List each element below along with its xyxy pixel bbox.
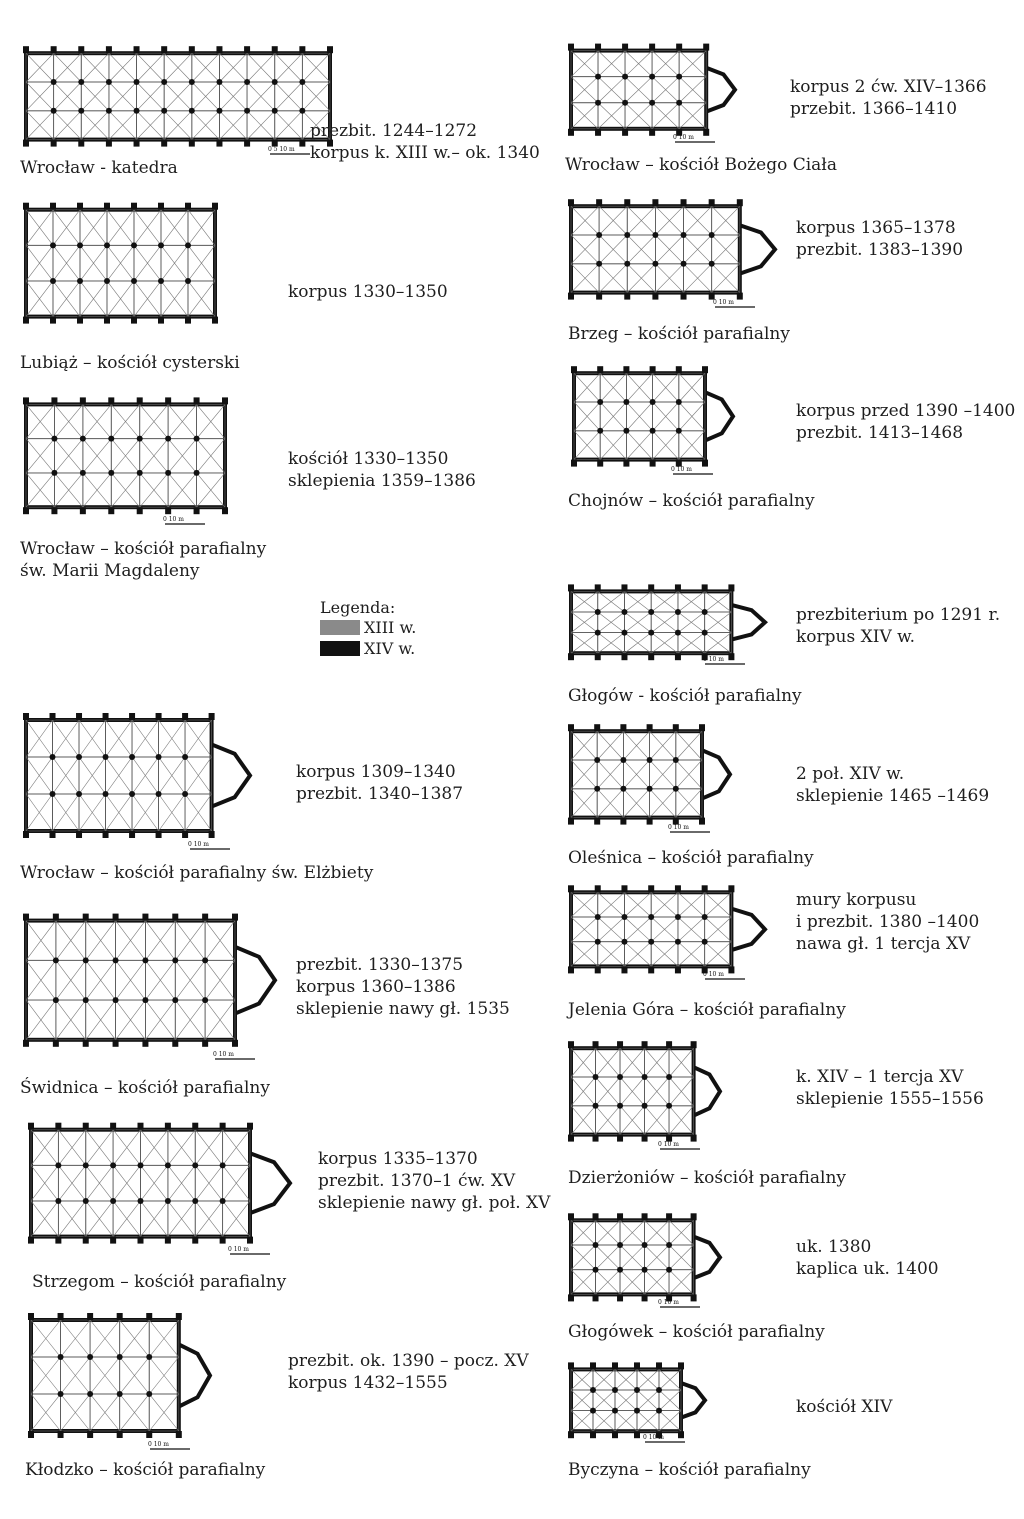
note-line: prezbit. 1330–1375 <box>296 955 464 975</box>
plan-chojnow <box>568 360 743 480</box>
floor-plan-drawing <box>20 705 260 855</box>
note-line: kościół XIV <box>796 1397 893 1417</box>
note-line: korpus przed 1390 –1400 <box>796 401 1016 421</box>
legend-label-xiv: XIV w. <box>364 639 416 658</box>
notes-wroclaw-elzbiety <box>296 761 463 805</box>
caption-chojnow: Chojnów – kościół parafialny <box>568 491 815 511</box>
caption-olesnica: Oleśnica – kościół parafialny <box>568 848 814 868</box>
notes-glogowek <box>796 1236 939 1280</box>
floor-plan-drawing <box>25 1115 300 1260</box>
notes-brzeg <box>796 217 963 261</box>
note-line: kościół 1330–1350 <box>288 449 449 469</box>
note-line: k. XIV – 1 tercja XV <box>796 1067 964 1087</box>
note-line: korpus 1309–1340 <box>296 762 456 782</box>
caption-line: Wrocław – kościół parafialny <box>20 539 267 559</box>
scale-label: 0 10 m <box>188 841 209 848</box>
notes-olesnica <box>796 763 989 807</box>
floor-plan-drawing <box>565 1358 715 1448</box>
note-line: prezbit. 1383–1390 <box>796 240 964 260</box>
scale-label: 0 5 10 m <box>268 146 295 153</box>
plan-glogow <box>565 580 775 670</box>
plan-klodzko <box>25 1305 220 1455</box>
scale-label: 0 10 m <box>228 1246 249 1253</box>
plan-brzeg <box>565 193 785 313</box>
legend-item-xiii <box>320 617 416 638</box>
plan-dzierzoniow <box>565 1035 730 1155</box>
note-line: uk. 1380 <box>796 1237 872 1257</box>
notes-strzegom <box>318 1148 550 1214</box>
plan-wroclaw-magdaleny <box>20 390 235 530</box>
caption-wroclaw-elzbiety: Wrocław – kościół parafialny św. Elżbiety <box>20 863 374 883</box>
legend-title: Legenda: <box>320 598 396 617</box>
plan-wroclaw-bozego-ciala <box>565 38 745 148</box>
notes-swidnica <box>296 954 510 1020</box>
legend-swatch-xiii <box>320 620 360 635</box>
note-line: korpus 1365–1378 <box>796 218 956 238</box>
plan-byczyna <box>565 1358 715 1448</box>
note-line: korpus 1432–1555 <box>288 1373 448 1393</box>
caption-klodzko: Kłodzko – kościół parafialny <box>25 1460 266 1480</box>
caption-byczyna: Byczyna – kościół parafialny <box>568 1460 811 1480</box>
floor-plan-drawing <box>20 195 225 340</box>
note-line: prezbit. 1340–1387 <box>296 784 464 804</box>
scale-label: 0 10 m <box>703 971 724 978</box>
notes-wroclaw-bozego-ciala <box>790 76 987 120</box>
caption-wroclaw-bozego-ciala: Wrocław – kościół Bożego Ciała <box>565 155 837 175</box>
scale-label: 0 10 m <box>671 466 692 473</box>
caption-jelenia-gora: Jelenia Góra – kościół parafialny <box>568 1000 846 1020</box>
note-line: prezbit. ok. 1390 – pocz. XV <box>288 1351 529 1371</box>
notes-lubiaz <box>288 281 448 303</box>
note-line: prezbit. 1244–1272 <box>310 121 478 141</box>
floor-plan-drawing <box>565 193 785 313</box>
plan-lubiaz <box>20 195 225 340</box>
floor-plan-drawing <box>565 38 745 148</box>
note-line: sklepienie nawy gł. 1535 <box>296 999 510 1019</box>
note-line: korpus 2 ćw. XIV–1366 <box>790 77 987 97</box>
note-line: korpus XIV w. <box>796 627 916 647</box>
caption-glogowek: Głogówek – kościół parafialny <box>568 1322 825 1342</box>
notes-wroclaw-katedra <box>310 120 540 164</box>
caption-wroclaw-katedra: Wrocław - katedra <box>20 158 178 178</box>
scale-label: 0 10 m <box>673 134 694 141</box>
notes-jelenia-gora <box>796 889 979 955</box>
notes-glogow <box>796 604 1000 648</box>
caption-dzierzoniow: Dzierżoniów – kościół parafialny <box>568 1168 846 1188</box>
caption-wroclaw-magdaleny <box>20 538 266 582</box>
note-line: prezbit. 1370–1 ćw. XV <box>318 1171 516 1191</box>
note-line: korpus 1335–1370 <box>318 1149 478 1169</box>
plan-jelenia-gora <box>565 880 775 985</box>
scale-label: 0 10 m <box>643 1434 664 1441</box>
note-line: korpus 1360–1386 <box>296 977 456 997</box>
plan-swidnica <box>20 905 285 1065</box>
scale-label: 0 10 m <box>668 824 689 831</box>
scale-label: 0 10 m <box>658 1299 679 1306</box>
note-line: przebit. 1366–1410 <box>790 99 958 119</box>
note-line: sklepienie 1465 –1469 <box>796 786 990 806</box>
legend-item-xiv <box>320 638 416 659</box>
note-line: sklepienia 1359–1386 <box>288 471 476 491</box>
floor-plan-drawing <box>565 1208 730 1313</box>
plan-glogowek <box>565 1208 730 1313</box>
floor-plan-drawing <box>25 1305 220 1455</box>
notes-klodzko <box>288 1350 529 1394</box>
floor-plan-drawing <box>565 580 775 670</box>
note-line: 2 poł. XIV w. <box>796 764 905 784</box>
notes-dzierzoniow <box>796 1066 984 1110</box>
legend-label-xiii: XIII w. <box>364 618 417 637</box>
scale-label: 0 10 m <box>658 1141 679 1148</box>
floor-plan-drawing <box>568 360 743 480</box>
scale-label: 0 10 m <box>148 1441 169 1448</box>
note-line: korpus k. XIII w.– ok. 1340 <box>310 143 540 163</box>
scale-label: 0 10 m <box>703 656 724 663</box>
note-line: sklepienie nawy gł. poł. XV <box>318 1193 551 1213</box>
note-line: i prezbit. 1380 –1400 <box>796 912 980 932</box>
notes-chojnow <box>796 400 1015 444</box>
scale-label: 0 10 m <box>163 516 184 523</box>
floor-plan-drawing <box>20 40 340 160</box>
plan-wroclaw-katedra <box>20 40 340 160</box>
legend <box>320 598 416 659</box>
caption-swidnica: Świdnica – kościół parafialny <box>20 1078 270 1098</box>
caption-line: św. Marii Magdaleny <box>20 561 200 581</box>
caption-brzeg: Brzeg – kościół parafialny <box>568 324 790 344</box>
floor-plan-drawing <box>565 1035 730 1155</box>
note-line: kaplica uk. 1400 <box>796 1259 939 1279</box>
note-line: prezbit. 1413–1468 <box>796 423 964 443</box>
plan-wroclaw-elzbiety <box>20 705 260 855</box>
note-line: nawa gł. 1 tercja XV <box>796 934 971 954</box>
floor-plan-drawing <box>565 880 775 985</box>
scale-label: 0 10 m <box>213 1051 234 1058</box>
notes-wroclaw-magdaleny <box>288 448 476 492</box>
note-line: sklepienie 1555–1556 <box>796 1089 984 1109</box>
floor-plan-drawing <box>20 390 235 530</box>
caption-strzegom: Strzegom – kościół parafialny <box>32 1272 287 1292</box>
plan-olesnica <box>565 718 740 838</box>
floor-plan-drawing <box>20 905 285 1065</box>
note-line: korpus 1330–1350 <box>288 282 448 302</box>
scale-label: 0 10 m <box>713 299 734 306</box>
note-line: mury korpusu <box>796 890 917 910</box>
legend-swatch-xiv <box>320 641 360 656</box>
floor-plan-drawing <box>565 718 740 838</box>
caption-glogow: Głogów - kościół parafialny <box>568 686 802 706</box>
plan-strzegom <box>25 1115 300 1260</box>
note-line: prezbiterium po 1291 r. <box>796 605 1001 625</box>
caption-lubiaz: Lubiąż – kościół cysterski <box>20 353 240 373</box>
notes-byczyna <box>796 1396 892 1418</box>
